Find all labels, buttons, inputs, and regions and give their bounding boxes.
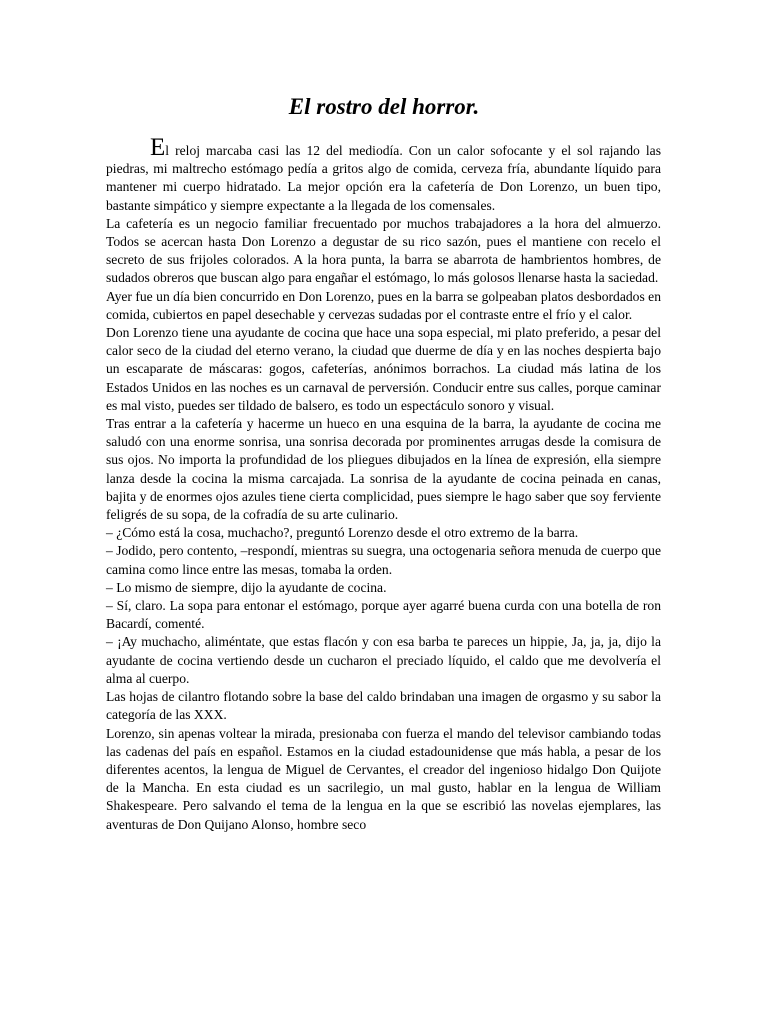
paragraph [106, 134, 661, 215]
dialogue-line: – ¡Ay muchacho, aliméntate, que estas flacón y con esa barba te pareces un hippie, Ja, ja, ja, dijo la ayudante de cocina vertiendo desde un cucharon el preciado líquido, el caldo que me devolvería el alma al cuerpo. [106, 634, 661, 686]
paragraph: Tras entrar a la cafetería y hacerme un hueco en una esquina de la barra, la ayudante de cocina me saludó con una enorme sonrisa, una sonrisa decorada por prominentes arrugas desde la comisura de sus ojos. No importa la profundidad de los pliegues dibujados en la línea de expresión, ella siempre lanza desde la cocina la misma carcajada. La sonrisa de la ayudante de cocina peinada en canas, bajita y de enormes ojos azules tiene cierta complicidad, pues siempre le hago saber que soy ferviente feligrés de su sopa, de la cofradía de su arte culinario. [106, 416, 661, 523]
paragraph: Lorenzo, sin apenas voltear la mirada, presionaba con fuerza el mando del televisor cambiando todas las cadenas del país en español. Estamos en la ciudad estadounidense que más habla, a pesar de los diferentes acentos, la lengua de Miguel de Cervantes, el creador del ingenioso hidalgo Don Quijote de la Mancha. En esta ciudad es un sacrilegio, un mal gusto, hablar en la lengua de William Shakespeare. Pero salvando el tema de la lengua en la que se escribió las novelas ejemplares, las aventuras de Don Quijano Alonso, hombre seco [106, 725, 661, 832]
story-body [106, 134, 661, 834]
paragraph: La cafetería es un negocio familiar frecuentado por muchos trabajadores a la hora del almuerzo. Todos se acercan hasta Don Lorenzo a degustar de su rico sazón, pues el mantiene con recelo el secreto de sus frijoles colorados. A la hora punta, la barra se abarrota de hambrientos hombres, de sudados obreros que buscan algo para engañar el estómago, lo más golosos llenarse hasta la saciedad. [106, 215, 661, 286]
dialogue-line: – ¿Cómo está la cosa, muchacho?, preguntó Lorenzo desde el otro extremo de la barra. [106, 525, 579, 541]
dialogue-line: – Jodido, pero contento, –respondí, mientras su suegra, una octogenaria señora menuda de cuerpo que camina como lince entre las mesas, tomaba la orden. [106, 543, 661, 577]
dialogue-line: – Sí, claro. La sopa para entonar el estómago, porque ayer agarré buena curda con una botella de ron Bacardí, comenté. [106, 598, 661, 632]
paragraph: Don Lorenzo tiene una ayudante de cocina que hace una sopa especial, mi plato preferido, a pesar del calor seco de la ciudad del eterno verano, la ciudad que duerme de día y en las noches despierta bajo un escaparate de máscaras: gogos, cafeterías, anónimos borrachos. La ciudad más latina de los Estados Unidos en las noches es un carnaval de perversión. Conducir entre sus calles, porque caminar es mal visto, puedes ser tildado de balsero, es todo un espectáculo sonoro y visual. [106, 325, 661, 413]
paragraph: Las hojas de cilantro flotando sobre la base del caldo brindaban una imagen de orgasmo y su sabor la categoría de las XXX. [106, 689, 661, 723]
paragraph-text: l reloj marcaba casi las 12 del mediodía. Con un calor sofocante y el sol rajando las piedras, mi maltrecho estómago pedía a gritos algo de comida, cerveza fría, abundante líquido para mantener mi cuerpo hidratado. La mejor opción era la cafetería de Don Lorenzo, un buen tipo, bastante simpático y siempre expectante a la llegada de los comensales. [106, 143, 661, 213]
paragraph: Ayer fue un día bien concurrido en Don Lorenzo, pues en la barra se golpeaban platos desbordados en comida, cubiertos en papel desechable y cervezas sudadas por el contraste entre el frío y el calor. [106, 288, 661, 322]
page-title: El rostro del horror. [288, 94, 480, 119]
drop-cap: E [150, 134, 166, 161]
dialogue-line: – Lo mismo de siempre, dijo la ayudante de cocina. [106, 579, 387, 595]
